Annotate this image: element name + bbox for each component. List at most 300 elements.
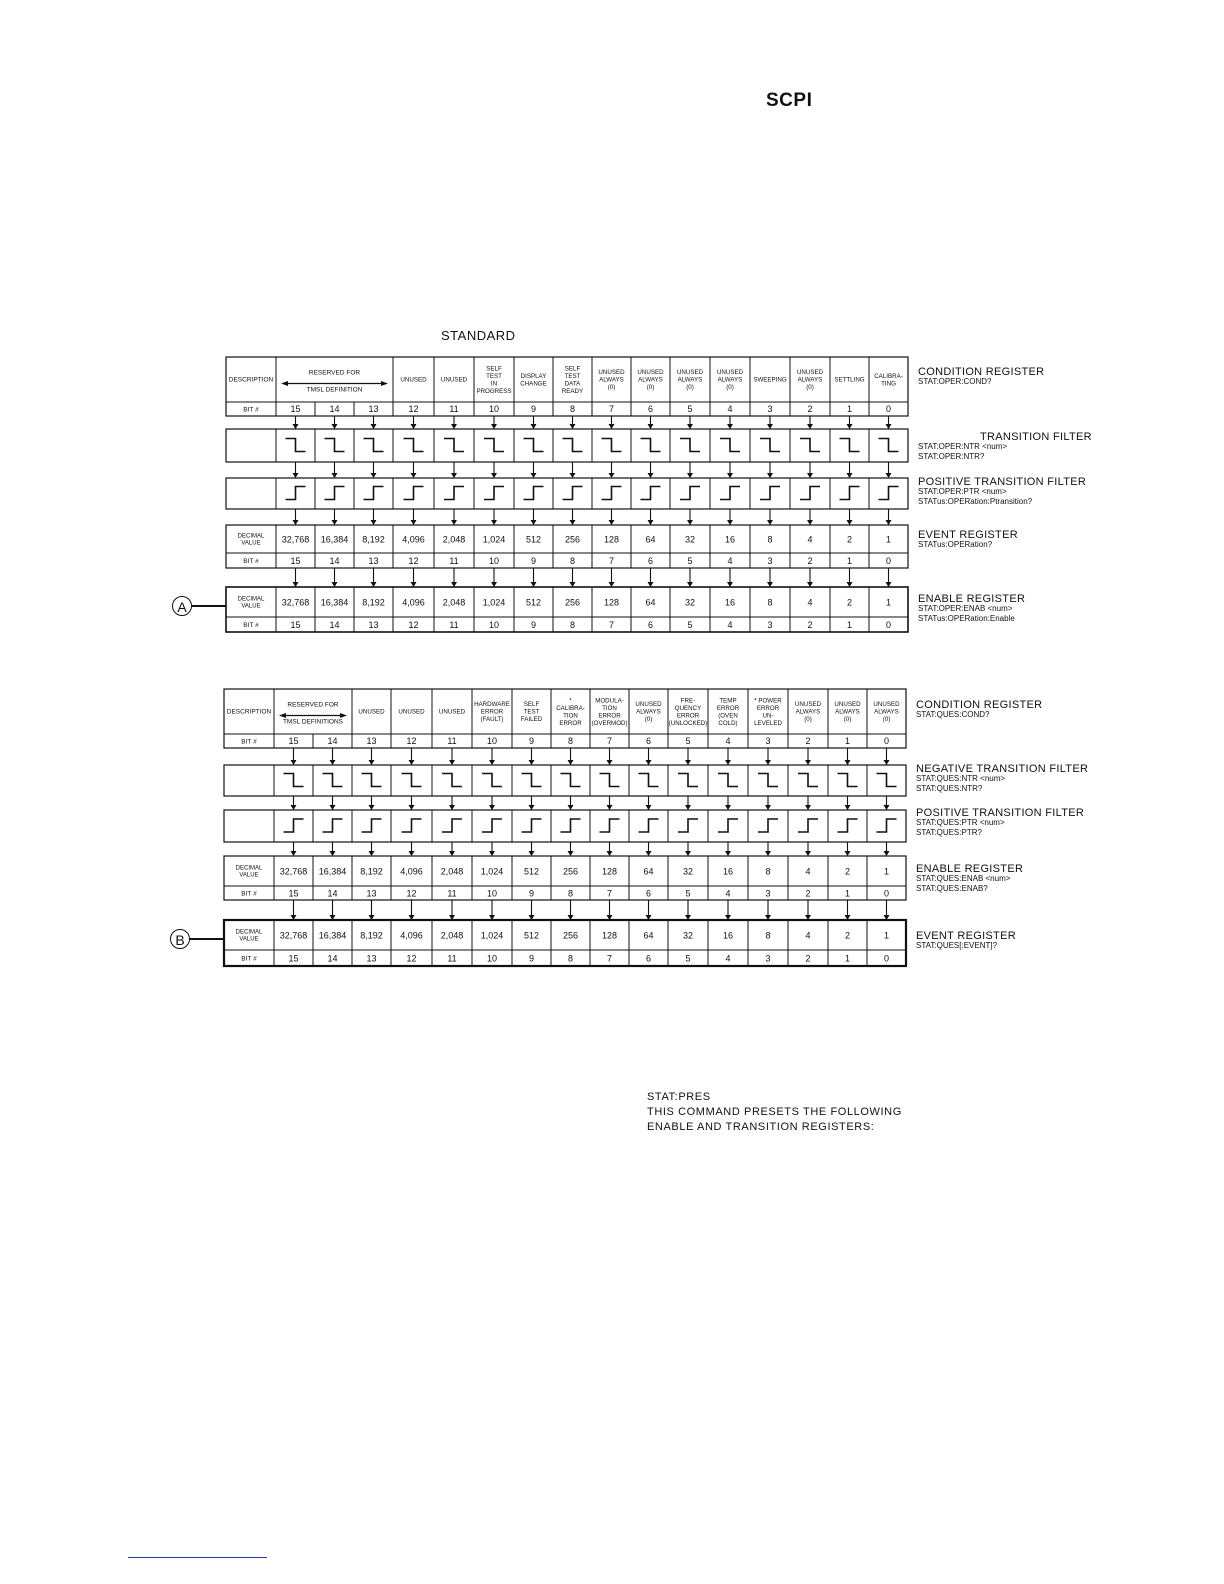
ques-ptr-note: [916, 808, 1084, 838]
ques-bit-number: 5: [685, 736, 691, 746]
ques-negative-transition-symbol: [718, 774, 738, 787]
op-flow-arrow-head: [807, 473, 813, 478]
ques-bit-number: 3: [765, 736, 771, 746]
ques-bit-number: 11: [447, 736, 457, 746]
op-flow-arrow-head: [411, 473, 417, 478]
page-title: SCPI: [766, 90, 813, 111]
op-positive-transition-symbol: [364, 487, 384, 500]
ques-register-1-bit-number: 2: [805, 888, 811, 899]
ques-positive-transition-symbol: [718, 819, 738, 832]
ques-flow-arrow-head: [449, 851, 455, 856]
ques-flow-arrow-head: [845, 805, 851, 810]
ques-bit-description: * POWER: [754, 697, 782, 705]
op-register-1-bit-number: 12: [408, 556, 419, 566]
op-register-2-decimal-value: 256: [564, 597, 581, 608]
op-flow-arrow-head: [767, 424, 773, 429]
ques-flow-arrow-head: [568, 805, 574, 810]
op-register-1-decimal-value: 4: [807, 534, 813, 545]
ques-positive-transition-symbol: [600, 819, 620, 832]
ques-flow-arrow-head: [765, 851, 771, 856]
op-positive-transition-symbol: [602, 487, 622, 500]
op-flow-arrow-head: [570, 473, 576, 478]
ques-bit-number: 6: [645, 736, 652, 746]
op-register-1-decimal-value: 64: [645, 534, 656, 545]
ques-condition-cmd: STAT:QUES:COND?: [916, 710, 990, 719]
op-register-1-decimal-value: 16: [724, 534, 736, 545]
op-flow-arrow-head: [727, 424, 733, 429]
op-bit-number: 7: [608, 404, 615, 414]
op-register-2-bit-number: 0: [885, 620, 892, 630]
ques-register-2-decimal-value: 128: [601, 930, 618, 941]
marker-b: B: [170, 929, 190, 949]
ques-negative-transition-symbol: [442, 774, 462, 787]
op-ptr-title: POSITIVE TRANSITION FILTER: [918, 476, 1087, 488]
ques-bit-number: 13: [366, 736, 377, 746]
ques-bit-description: CALIBRA-: [556, 704, 585, 712]
op-bit-number: 12: [408, 404, 419, 414]
op-register-1-decimal-label: DECIMAL: [237, 533, 265, 540]
ques-register-1-decimal-value: 4: [805, 866, 811, 877]
marker-a-leader: [192, 605, 226, 607]
op-negative-transition-symbol: [444, 439, 464, 452]
ques-register-2-decimal-value: 2,048: [440, 930, 464, 941]
op-flow-arrow-head: [332, 473, 338, 478]
ques-bit-description: (0): [843, 716, 852, 724]
op-bit-number: 13: [368, 404, 379, 414]
op-register-1-decimal-value: 32: [684, 534, 696, 545]
ques-register-2-box: [224, 920, 906, 966]
op-flow-arrow-head: [491, 424, 497, 429]
ques-bit-description: (FAULT): [480, 716, 504, 724]
op-bit-description: CHANGE: [520, 380, 547, 388]
ques-bit-description: COLD): [718, 719, 738, 727]
ques-register-1-bit-number: 1: [844, 888, 851, 899]
op-bit-description: SELF: [486, 365, 502, 373]
op-register-2-decimal-value: 512: [525, 597, 542, 608]
ques-bit-description: TION: [563, 712, 578, 720]
ques-positive-filter-box: [224, 810, 906, 842]
op-register-2-bit-number: 6: [647, 620, 654, 630]
op-flow-arrow-head: [609, 520, 615, 525]
ques-ptr-cmd: STAT:QUES:PTR <num>: [916, 818, 1005, 827]
ques-register-1-bit-number: 13: [366, 888, 377, 899]
ques-register-2-bit-number: 5: [685, 953, 691, 964]
op-bit-description: SELF: [564, 365, 581, 373]
ques-register-1-bit-number: 12: [406, 888, 417, 899]
ques-flow-arrow-head: [409, 851, 415, 856]
op-register-2-decimal-value: 8,192: [362, 597, 385, 608]
ques-ntr-title: NEGATIVE TRANSITION FILTER: [916, 763, 1089, 775]
ques-bit-label: BIT #: [241, 738, 257, 746]
op-register-1-box: [226, 525, 908, 568]
op-bit-number: 0: [885, 404, 892, 414]
op-event-cmd: STATus:OPERation?: [918, 540, 993, 549]
op-register-2-decimal-value: 2,048: [442, 597, 466, 608]
ques-bit-number: 10: [486, 736, 498, 746]
ques-negative-transition-symbol: [522, 774, 542, 787]
ques-event-title: EVENT REGISTER: [916, 930, 1016, 942]
op-register-1-bit-number: 6: [647, 556, 654, 566]
op-bit-number: 8: [569, 404, 576, 414]
op-positive-transition-symbol: [680, 487, 700, 500]
ques-register-1-decimal-value: 16,384: [318, 866, 347, 877]
op-negative-transition-symbol: [680, 439, 700, 452]
ques-flow-arrow-head: [330, 760, 336, 765]
op-bit-description: SETTLING: [834, 376, 865, 384]
op-positive-transition-symbol: [563, 487, 583, 500]
ques-flow-arrow-head: [489, 805, 495, 810]
op-flow-arrow-head: [648, 520, 654, 525]
op-positive-transition-symbol: [444, 487, 464, 500]
op-negative-transition-symbol: [563, 439, 583, 452]
ques-register-2-bit-number: 2: [805, 953, 811, 964]
preset-line-2: ENABLE AND TRANSITION REGISTERS:: [647, 1121, 875, 1133]
ques-enable-note: [916, 864, 1023, 894]
op-register-1-bit-number: 4: [727, 556, 733, 566]
op-bit-description: ALWAYS: [638, 376, 663, 384]
ques-ptr-title: POSITIVE TRANSITION FILTER: [916, 807, 1085, 819]
op-bit-description: TING: [881, 380, 896, 388]
op-register-1-bit-number: 10: [488, 556, 500, 566]
op-flow-arrow-head: [847, 520, 853, 525]
op-register-2-decimal-value: 64: [645, 597, 656, 608]
ques-flow-arrow-head: [884, 851, 890, 856]
op-enable-query: STATus:OPERation:Enable: [918, 614, 1015, 623]
ques-flow-arrow-head: [449, 805, 455, 810]
op-register-1-bit-number: 14: [329, 556, 340, 566]
ques-register-1-decimal-value: 2,048: [440, 866, 464, 877]
op-enable-cmd: STAT:OPER:ENAB <num>: [918, 604, 1013, 613]
op-positive-transition-symbol: [840, 487, 860, 500]
op-register-2-bit-number: 2: [807, 620, 813, 630]
preset-line-1: THIS COMMAND PRESETS THE FOLLOWING: [647, 1106, 902, 1118]
op-register-1-decimal-value: 8: [767, 534, 773, 545]
op-positive-transition-symbol: [800, 487, 820, 500]
op-negative-transition-symbol: [404, 439, 424, 452]
ques-flow-arrow-head: [845, 760, 851, 765]
op-register-1-decimal-value: 8,192: [362, 534, 385, 545]
ques-bit-description: UNUSED: [834, 701, 861, 709]
ques-flow-arrow-head: [369, 851, 375, 856]
ques-flow-arrow-head: [646, 851, 652, 856]
ques-register-1-decimal-value: 64: [643, 866, 654, 877]
ques-bit-description: UNUSED: [794, 701, 822, 709]
op-register-1-bit-number: 0: [885, 556, 892, 566]
op-register-2-decimal-value: 1: [885, 597, 892, 608]
op-register-2-bit-number: 4: [727, 620, 733, 630]
ques-negative-transition-symbol: [323, 774, 343, 787]
ques-bit-description: (0): [804, 716, 812, 724]
ques-register-1-decimal-value: 1,024: [480, 866, 504, 877]
op-bit-number: 1: [846, 404, 853, 414]
ques-bit-description: FRE-: [680, 697, 696, 705]
ques-negative-transition-symbol: [639, 774, 659, 787]
op-register-1-decimal-value: 128: [603, 534, 620, 545]
ques-register-2-bit-number: 12: [406, 953, 417, 964]
ques-flow-arrow-head: [409, 805, 415, 810]
op-register-1-decimal-value: 32,768: [281, 534, 310, 545]
op-flow-arrow-head: [687, 473, 693, 478]
ques-negative-transition-symbol: [877, 774, 897, 787]
op-negative-transition-symbol: [484, 439, 504, 452]
ques-bit-description: ERROR: [480, 708, 504, 716]
ques-register-1-bit-number: 4: [725, 888, 731, 899]
op-negative-transition-symbol: [641, 439, 661, 452]
ques-register-1-bit-number: 7: [606, 888, 613, 899]
ques-register-2-decimal-value: 8: [765, 930, 771, 941]
op-positive-transition-symbol: [484, 487, 504, 500]
ques-register-2-bit-number: 4: [725, 953, 731, 964]
op-register-2-decimal-value: 16,384: [320, 597, 349, 608]
ques-positive-transition-symbol: [758, 819, 778, 832]
op-flow-arrow-head: [531, 473, 537, 478]
ques-register-1-bit-number: 0: [883, 888, 890, 899]
ques-flow-arrow-head: [529, 760, 535, 765]
ques-positive-transition-symbol: [838, 819, 858, 832]
ques-flow-arrow-head: [529, 851, 535, 856]
op-flow-arrow-head: [332, 424, 338, 429]
op-flow-arrow-head: [886, 424, 892, 429]
ques-flow-arrow-head: [529, 805, 535, 810]
ques-positive-transition-symbol: [442, 819, 462, 832]
op-register-1-bit-number: 8: [569, 556, 576, 566]
footer-rule: [128, 1557, 267, 1558]
op-register-2-decimal-value: 16: [724, 597, 736, 608]
ques-register-1-box: [224, 856, 906, 900]
ques-flow-arrow-head: [568, 760, 574, 765]
op-enable-title: ENABLE REGISTER: [918, 593, 1026, 605]
op-flow-arrow-head: [411, 520, 417, 525]
op-register-2-decimal-value: 1,024: [482, 597, 506, 608]
ques-bit-description: QUENCY: [674, 704, 702, 712]
ques-negative-transition-symbol: [678, 774, 698, 787]
ques-flow-arrow-head: [449, 760, 455, 765]
op-register-1-bit-number: 1: [846, 556, 853, 566]
op-reserved-label-2: TMSL DEFINITION: [306, 386, 363, 394]
ques-bit-description: TEST: [523, 708, 540, 716]
ques-bit-number: 0: [883, 736, 890, 746]
ques-register-1-bit-number: 11: [447, 888, 457, 899]
op-flow-arrow-head: [847, 424, 853, 429]
op-flow-arrow-head: [886, 520, 892, 525]
ques-bit-number: 9: [528, 736, 535, 746]
ques-register-2-bit-number: 7: [606, 953, 613, 964]
ques-flow-arrow-head: [330, 851, 336, 856]
ques-register-2-decimal-value: 4,096: [400, 930, 423, 941]
ques-flow-arrow-head: [568, 851, 574, 856]
ques-flow-arrow-head: [725, 760, 731, 765]
ques-positive-transition-symbol: [522, 819, 542, 832]
op-bit-description: TEST: [564, 372, 581, 380]
op-flow-arrow-head: [767, 473, 773, 478]
ques-bit-description: UNUSED: [873, 701, 900, 709]
ques-flow-arrow-head: [884, 805, 890, 810]
marker-a: A: [172, 596, 192, 616]
ques-positive-transition-symbol: [639, 819, 659, 832]
ques-flow-arrow-head: [607, 851, 613, 856]
ques-flow-arrow-head: [489, 760, 495, 765]
ques-description-label: DESCRIPTION: [226, 708, 272, 716]
op-bit-number: 10: [488, 404, 500, 414]
ques-bit-description: UNUSED: [635, 701, 662, 709]
preset-command: STAT:PRES: [647, 1091, 711, 1103]
op-flow-arrow-head: [727, 473, 733, 478]
op-flow-arrow-head: [648, 424, 654, 429]
op-flow-arrow-head: [451, 424, 457, 429]
ques-register-2-decimal-value: 8,192: [360, 930, 383, 941]
op-flow-arrow-head: [451, 520, 457, 525]
op-flow-arrow-head: [807, 424, 813, 429]
op-flow-arrow-head: [807, 520, 813, 525]
op-register-1-decimal-value: 2: [846, 534, 853, 545]
ques-flow-arrow-head: [369, 760, 375, 765]
op-register-2-bit-number: 12: [408, 620, 419, 630]
op-bit-number: 9: [530, 404, 537, 414]
op-bit-description: TEST: [486, 372, 502, 380]
ques-register-2-decimal-value: 1: [883, 930, 890, 941]
ques-flow-arrow-head: [884, 760, 890, 765]
ques-register-1-decimal-value: 8: [765, 866, 771, 877]
ques-condition-note: [916, 700, 1042, 720]
ques-flow-arrow-head: [330, 805, 336, 810]
ques-flow-arrow-head: [646, 760, 652, 765]
op-bit-number: 4: [727, 404, 733, 414]
ques-positive-transition-symbol: [678, 819, 698, 832]
ques-positive-transition-symbol: [798, 819, 818, 832]
ques-register-2-decimal-value: 32: [682, 930, 694, 941]
ques-register-1-decimal-value: 128: [601, 866, 618, 877]
ques-register-1-bit-number: 15: [288, 888, 299, 899]
ques-register-1-decimal-value: 256: [562, 866, 579, 877]
ques-register-2-bit-number: 15: [288, 953, 299, 964]
op-bit-description: UNUSED: [400, 376, 427, 384]
ques-register-2-bit-number: 14: [327, 953, 338, 964]
ques-register-1-decimal-value: 512: [523, 866, 540, 877]
op-flow-arrow-head: [570, 424, 576, 429]
ques-register-1-bit-number: 6: [645, 888, 652, 899]
ques-negative-transition-symbol: [600, 774, 620, 787]
op-register-2-decimal-value: 2: [846, 597, 853, 608]
op-bit-number: 11: [449, 404, 459, 414]
ques-register-1-decimal-value: 32,768: [279, 866, 308, 877]
op-ntr-title: TRANSITION FILTER: [980, 431, 1092, 443]
ques-register-2-decimal-value: 256: [562, 930, 579, 941]
op-negative-transition-symbol: [879, 439, 899, 452]
ques-register-2-decimal-value: 16: [722, 930, 734, 941]
ques-bit-description: (UNLOCKED): [668, 719, 708, 727]
op-register-2-decimal-value: 128: [603, 597, 620, 608]
op-register-1-bit-label: BIT #: [243, 558, 259, 565]
op-flow-arrow-head: [847, 473, 853, 478]
ques-ntr-query: STAT:QUES:NTR?: [916, 784, 983, 793]
ques-register-2-bit-number: 10: [486, 953, 498, 964]
ques-positive-transition-symbol: [482, 819, 502, 832]
ques-bit-description: TION: [602, 704, 617, 712]
ques-flow-arrow-head: [805, 760, 811, 765]
op-negative-transition-symbol: [524, 439, 544, 452]
op-register-2-decimal-value: 32,768: [281, 597, 310, 608]
ques-flow-arrow-head: [765, 805, 771, 810]
ques-register-2-decimal-label: DECIMAL: [235, 929, 263, 936]
op-flow-arrow-head: [648, 473, 654, 478]
op-enable-note: [918, 594, 1025, 624]
ques-bit-description: ERROR: [559, 719, 582, 727]
ques-flow-arrow-head: [646, 805, 652, 810]
op-register-2-bit-number: 15: [290, 620, 301, 630]
ques-bit-description: (0): [882, 716, 891, 724]
op-register-1-decimal-value: 4,096: [402, 534, 425, 545]
op-register-2-bit-number: 10: [488, 620, 500, 630]
ques-bit-number: 1: [844, 736, 851, 746]
ques-register-1-decimal-value: 16: [722, 866, 734, 877]
ques-bit-description: FAILED: [520, 716, 543, 724]
op-register-2-bit-number: 1: [846, 620, 853, 630]
ques-bit-description: SELF: [523, 701, 540, 709]
op-register-1-bit-number: 5: [687, 556, 693, 566]
ques-positive-transition-symbol: [362, 819, 382, 832]
ques-register-1-bit-label: BIT #: [241, 890, 257, 898]
op-flow-arrow-head: [411, 424, 417, 429]
op-register-2-decimal-value: 8: [767, 597, 773, 608]
ques-flow-arrow-head: [489, 851, 495, 856]
op-ptr-query: STATus:OPERation:Ptransition?: [918, 497, 1033, 506]
ques-register-2-decimal-value: 2: [844, 930, 851, 941]
op-flow-arrow-head: [293, 424, 299, 429]
op-positive-transition-symbol: [760, 487, 780, 500]
op-bit-description: ALWAYS: [797, 376, 823, 384]
ques-bit-description: UN-: [762, 712, 774, 720]
ques-bit-description: UNUSED: [358, 708, 385, 716]
op-register-2-bit-number: 3: [767, 620, 773, 630]
op-positive-transition-symbol: [325, 487, 345, 500]
ques-register-2-bit-number: 13: [366, 953, 377, 964]
op-register-2-decimal-label: VALUE: [241, 603, 261, 610]
op-register-1-decimal-value: 256: [564, 534, 581, 545]
ques-register-1-bit-number: 10: [486, 888, 498, 899]
op-flow-arrow-head: [451, 473, 457, 478]
op-bit-number: 6: [647, 404, 654, 414]
ques-bit-description: ALWAYS: [874, 708, 899, 716]
ques-bit-description: TEMP: [719, 697, 737, 705]
ques-register-1-decimal-value: 1: [883, 866, 890, 877]
ques-flow-arrow-head: [805, 805, 811, 810]
op-flow-arrow-head: [767, 520, 773, 525]
op-flow-arrow-head: [371, 473, 377, 478]
op-negative-transition-symbol: [325, 439, 345, 452]
ques-ntr-note: [916, 764, 1088, 794]
ques-flow-arrow-head: [685, 760, 691, 765]
op-bit-number: 5: [687, 404, 693, 414]
op-flow-arrow-head: [687, 424, 693, 429]
ques-register-2-decimal-value: 32,768: [279, 930, 308, 941]
op-bit-description: (0): [607, 384, 616, 392]
ques-flow-arrow-head: [369, 805, 375, 810]
op-bit-label: BIT #: [243, 406, 259, 414]
ques-positive-transition-symbol: [402, 819, 422, 832]
ques-register-1-decimal-value: 8,192: [360, 866, 383, 877]
op-bit-description: UNUSED: [598, 369, 625, 377]
op-negative-transition-symbol: [720, 439, 740, 452]
op-register-1-decimal-value: 2,048: [442, 534, 466, 545]
section-label: STANDARD: [441, 328, 516, 343]
op-bit-description: IN: [490, 380, 498, 388]
op-register-1-bit-number: 15: [290, 556, 301, 566]
op-reserved-arrow-right: [381, 381, 388, 386]
op-flow-arrow-head: [491, 473, 497, 478]
ques-bit-description: LEVELED: [754, 719, 782, 727]
ques-bit-number: 8: [567, 736, 574, 746]
ques-condition-title: CONDITION REGISTER: [916, 699, 1043, 711]
